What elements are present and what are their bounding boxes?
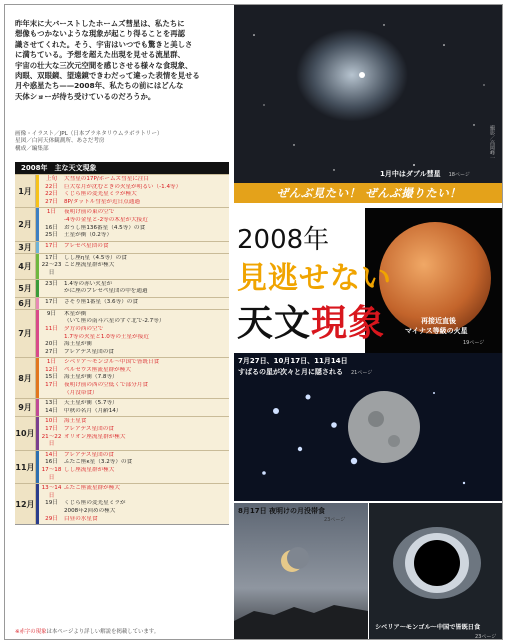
month-label: 10月 bbox=[15, 417, 36, 449]
month-label: 6月 bbox=[15, 298, 36, 309]
month-row bbox=[15, 241, 229, 253]
event-row bbox=[39, 217, 229, 225]
event-text: 中秋の名月（月齢14） bbox=[64, 407, 122, 414]
event-date: 22日 bbox=[45, 191, 58, 198]
event-text: 1.7等の火星と1.0等の土星が接近 bbox=[64, 333, 149, 340]
event-text: 8P/タットル彗星が近日点通過 bbox=[64, 198, 140, 205]
intro-line: に満ちている。予想を超えた出現を見せる流星群、 bbox=[15, 50, 185, 60]
event-date: 16日 bbox=[45, 459, 58, 466]
event-text: おうし座136番星（4.5等）の食 bbox=[64, 224, 146, 231]
eclipse-photo bbox=[369, 503, 503, 640]
event-date: 22〜23日 bbox=[41, 262, 62, 276]
event-date: 15日 bbox=[45, 374, 58, 381]
event-date: 17日 bbox=[45, 254, 58, 261]
event-row bbox=[39, 400, 229, 408]
event-date: 1日 bbox=[46, 359, 57, 366]
month-row bbox=[15, 483, 229, 524]
event-date: 25日 bbox=[45, 232, 58, 239]
event-row bbox=[39, 184, 229, 192]
headline-gensho: 現象 bbox=[311, 303, 386, 344]
event-row bbox=[39, 349, 229, 357]
note-rest: は本ページより詳しい解説を掲載しています。 bbox=[46, 629, 160, 635]
event-row bbox=[39, 516, 229, 524]
credits bbox=[15, 131, 230, 153]
month-events bbox=[39, 310, 229, 358]
month-row bbox=[15, 253, 229, 279]
event-text: ふたご座κ星（3.2等）の食 bbox=[64, 459, 133, 466]
month-row bbox=[15, 357, 229, 398]
event-row bbox=[39, 199, 229, 207]
event-text: ふたご座流星群が極大 bbox=[64, 485, 120, 492]
event-text: プレアデス星団の食 bbox=[64, 348, 114, 355]
headline-miss: 見逃せない bbox=[237, 261, 392, 296]
event-text: （いて座の南斗六星のすぐ北で-2.7等） bbox=[64, 318, 165, 325]
month-events bbox=[39, 280, 229, 297]
table-note bbox=[15, 627, 159, 635]
month-label: 12月 bbox=[15, 484, 36, 524]
event-date: 17日 bbox=[45, 242, 58, 249]
intro-line: 昨年末に大バーストしたホームズ彗星は、私たちに bbox=[15, 19, 185, 28]
event-text: 夜明け前の西の空低くで部分月食 bbox=[64, 382, 148, 389]
comet-caption bbox=[380, 169, 470, 179]
month-label: 1月 bbox=[15, 175, 36, 207]
event-text: ペルセウス座流星群が極大 bbox=[64, 366, 131, 373]
event-row bbox=[39, 359, 229, 367]
event-text: さそり座1番星（3.6等）の食 bbox=[64, 298, 138, 305]
event-row bbox=[39, 374, 229, 382]
table-title: 2008年 主な天文現象 bbox=[15, 162, 229, 174]
event-row bbox=[39, 508, 229, 516]
event-row bbox=[39, 390, 229, 398]
event-text: 白昼の水星食 bbox=[64, 515, 98, 522]
event-text: 天王星が衝（5.7等） bbox=[64, 400, 118, 407]
month-row bbox=[15, 279, 229, 297]
month-label: 2月 bbox=[15, 208, 36, 240]
month-label: 11月 bbox=[15, 451, 36, 483]
event-row bbox=[39, 418, 229, 426]
month-events bbox=[39, 242, 229, 253]
moonset-page: 23ページ bbox=[324, 517, 346, 523]
intro-line: 月や惑星たち——2008年、私たちの前にはどんな bbox=[15, 81, 184, 91]
event-row bbox=[39, 299, 229, 307]
event-text: 夜明け前の東の空で bbox=[64, 209, 115, 216]
pleiades-caption-2 bbox=[238, 367, 372, 377]
event-text: プレアデス星団の食 bbox=[64, 426, 114, 433]
event-date bbox=[39, 508, 64, 516]
event-text: くじら座の変光星ミラが bbox=[64, 500, 126, 507]
headline-tenmon: 天文 bbox=[237, 303, 312, 344]
event-text: こと座流星群が極大 bbox=[64, 262, 115, 269]
event-row bbox=[39, 281, 229, 289]
mars-page: 19ページ bbox=[463, 340, 485, 346]
event-row bbox=[39, 452, 229, 460]
event-row bbox=[39, 426, 229, 434]
comet-caption-text: 1月中はダブル彗星 bbox=[380, 170, 441, 178]
event-date: 17〜18日 bbox=[41, 467, 62, 481]
event-date: 17日 bbox=[45, 382, 58, 389]
event-row bbox=[39, 311, 229, 319]
event-text: 1.4等の赤い火星が bbox=[64, 280, 113, 287]
month-row bbox=[15, 297, 229, 309]
event-text: シベリア〜モンゴル〜中国で皆既日食 bbox=[64, 359, 160, 366]
event-row bbox=[39, 225, 229, 233]
event-text: -4等の金星と-2等の木星が大接近 bbox=[64, 216, 148, 223]
event-date: 13〜14日 bbox=[41, 485, 62, 499]
pleiades-photo bbox=[234, 353, 503, 501]
moonset-caption: 8月17日 夜明けの月没帯食 bbox=[238, 507, 326, 515]
pleiades-page: 21ページ bbox=[351, 370, 373, 376]
event-date: 29日 bbox=[45, 515, 58, 522]
event-date: 17日 bbox=[45, 426, 58, 433]
month-events bbox=[39, 399, 229, 416]
month-row bbox=[15, 174, 229, 207]
event-row bbox=[39, 209, 229, 217]
event-text: しし座流星群が極大 bbox=[64, 467, 115, 473]
event-row bbox=[39, 288, 229, 296]
event-date: 21〜22日 bbox=[41, 433, 62, 448]
pleiades-caption-1: 7月27日、10月17日、11月14日 bbox=[238, 357, 348, 365]
month-label: 8月 bbox=[15, 358, 36, 398]
event-date: 11日 bbox=[45, 325, 58, 332]
month-label: 3月 bbox=[15, 242, 36, 253]
intro-line: 識させてくれた。そう、宇宙はいつでも驚きと美しさ bbox=[15, 39, 193, 49]
month-events bbox=[39, 298, 229, 309]
event-row bbox=[39, 467, 229, 482]
event-row bbox=[39, 408, 229, 416]
event-date: 9日 bbox=[46, 310, 57, 317]
month-events bbox=[39, 451, 229, 483]
event-date: 17日 bbox=[45, 298, 58, 305]
intro-line: 肉眼、双眼鏡、望遠鏡できわだって違った表情を見せる bbox=[15, 71, 200, 81]
intro-text bbox=[15, 19, 230, 102]
month-label: 7月 bbox=[15, 310, 36, 358]
event-date: 10日 bbox=[45, 418, 58, 425]
event-text: 海王星が衝 bbox=[64, 341, 92, 348]
event-date: 14日 bbox=[45, 451, 58, 458]
intro-line: 宇宙の壮大な三次元空間を感じさせる様々な食現象、 bbox=[15, 60, 193, 70]
event-date: 16日 bbox=[45, 224, 58, 231]
month-row bbox=[15, 398, 229, 416]
month-row bbox=[15, 309, 229, 358]
event-date: 14日 bbox=[45, 407, 58, 414]
event-row bbox=[39, 459, 229, 467]
month-events bbox=[39, 417, 229, 449]
event-row bbox=[39, 334, 229, 342]
credit-line: 星図／白河天体観測所、あさだ考房 bbox=[15, 138, 105, 145]
banner: ぜんぶ見たい！ ぜんぶ撮りたい！ bbox=[234, 183, 503, 203]
event-text: オリオン座流星群が極大 bbox=[64, 433, 126, 440]
headline-year: 2008年 bbox=[237, 225, 330, 255]
month-events bbox=[39, 175, 229, 207]
headline-phenomena bbox=[237, 295, 385, 346]
event-text: 木星が衝 bbox=[64, 310, 87, 317]
event-date: 上旬 bbox=[45, 176, 58, 182]
event-row bbox=[39, 341, 229, 349]
month-row bbox=[15, 450, 229, 483]
month-row bbox=[15, 416, 229, 449]
event-date: 13日 bbox=[45, 400, 58, 407]
moonset-photo bbox=[234, 503, 368, 640]
event-text: 土星が衝（0.2等） bbox=[64, 232, 113, 239]
event-row bbox=[39, 382, 229, 390]
comet-credit: 撮影／高岡峰一 bbox=[489, 125, 495, 160]
intro-line: 想像もつかないような現象が起こり得ることを再認 bbox=[15, 29, 185, 39]
event-text: （月没帯食） bbox=[64, 389, 98, 396]
eclipse-page: 23ページ bbox=[475, 634, 497, 640]
month-events bbox=[39, 484, 229, 524]
event-date bbox=[39, 334, 64, 342]
event-row bbox=[39, 367, 229, 375]
events-table bbox=[15, 174, 229, 525]
mars-caption-1: 再接近直後 bbox=[421, 317, 456, 325]
intro-line: 天体ショーが待ち受けているのだろうか。 bbox=[15, 91, 156, 101]
month-events bbox=[39, 254, 229, 279]
magazine-page bbox=[4, 4, 503, 640]
event-date: 27日 bbox=[45, 198, 58, 205]
event-text: 海王星食 bbox=[64, 418, 87, 425]
event-row bbox=[39, 232, 229, 240]
pleiades-caption-2-text: すばるの星が次々と月に隠される bbox=[238, 368, 343, 376]
event-text: くじら座の変光星ミラが極大 bbox=[64, 191, 137, 198]
event-date: 27日 bbox=[45, 348, 58, 355]
event-row bbox=[39, 434, 229, 449]
event-row bbox=[39, 255, 229, 263]
moonset-scene bbox=[234, 503, 368, 640]
event-date: 19日 bbox=[45, 500, 58, 507]
month-row bbox=[15, 207, 229, 240]
event-text: 海王星が衝（7.8等） bbox=[64, 374, 118, 381]
event-date: 1日 bbox=[46, 209, 57, 216]
event-row bbox=[39, 191, 229, 199]
event-text: 巨大な月が沈むときの火星が明るい（-1.4等） bbox=[64, 183, 182, 190]
month-events bbox=[39, 208, 229, 240]
eclipse-caption: シベリア〜モンゴル〜中国で皆既日食 bbox=[375, 624, 481, 631]
event-row bbox=[39, 262, 229, 277]
comet-page: 18ページ bbox=[448, 172, 470, 178]
eclipse-corona bbox=[369, 503, 503, 640]
event-date: 22日 bbox=[45, 183, 58, 190]
event-row bbox=[39, 500, 229, 508]
event-text: プレセペ星団の食 bbox=[64, 242, 109, 249]
month-label: 4月 bbox=[15, 254, 36, 279]
event-text: かに座のプレセペ星団の中を通過 bbox=[64, 288, 148, 295]
comet-photo bbox=[234, 5, 503, 191]
event-text: プレアデス星団の食 bbox=[64, 451, 114, 458]
comet-stars bbox=[234, 5, 503, 191]
month-events bbox=[39, 358, 229, 398]
note-red: ※赤字の現象 bbox=[15, 629, 47, 635]
credit-line: 構成／編集部 bbox=[15, 145, 49, 152]
event-text: 夕方の西の空で bbox=[64, 325, 104, 332]
event-date: 20日 bbox=[45, 341, 58, 348]
event-date bbox=[39, 217, 64, 225]
event-row bbox=[39, 176, 229, 184]
event-text: 2008年2回めの極大 bbox=[64, 507, 116, 514]
event-row bbox=[39, 243, 229, 251]
event-date: 12日 bbox=[45, 366, 58, 373]
event-text: しし座η星（4.5等）の食 bbox=[64, 254, 127, 261]
mars-caption-2: マイナス等級の火星 bbox=[405, 327, 468, 335]
event-text: 大彗星の17P/ホームズ彗星に注目 bbox=[64, 176, 150, 182]
event-row bbox=[39, 485, 229, 500]
event-row bbox=[39, 318, 229, 326]
event-row bbox=[39, 326, 229, 334]
month-label: 5月 bbox=[15, 280, 36, 297]
event-date bbox=[39, 390, 64, 398]
event-date bbox=[39, 288, 64, 296]
credit-line: 画像・イラスト／JPL（日本プラネタリウムラボラトリー） bbox=[15, 131, 163, 137]
event-date: 23日 bbox=[45, 280, 58, 287]
month-label: 9月 bbox=[15, 399, 36, 416]
event-date bbox=[39, 318, 64, 326]
